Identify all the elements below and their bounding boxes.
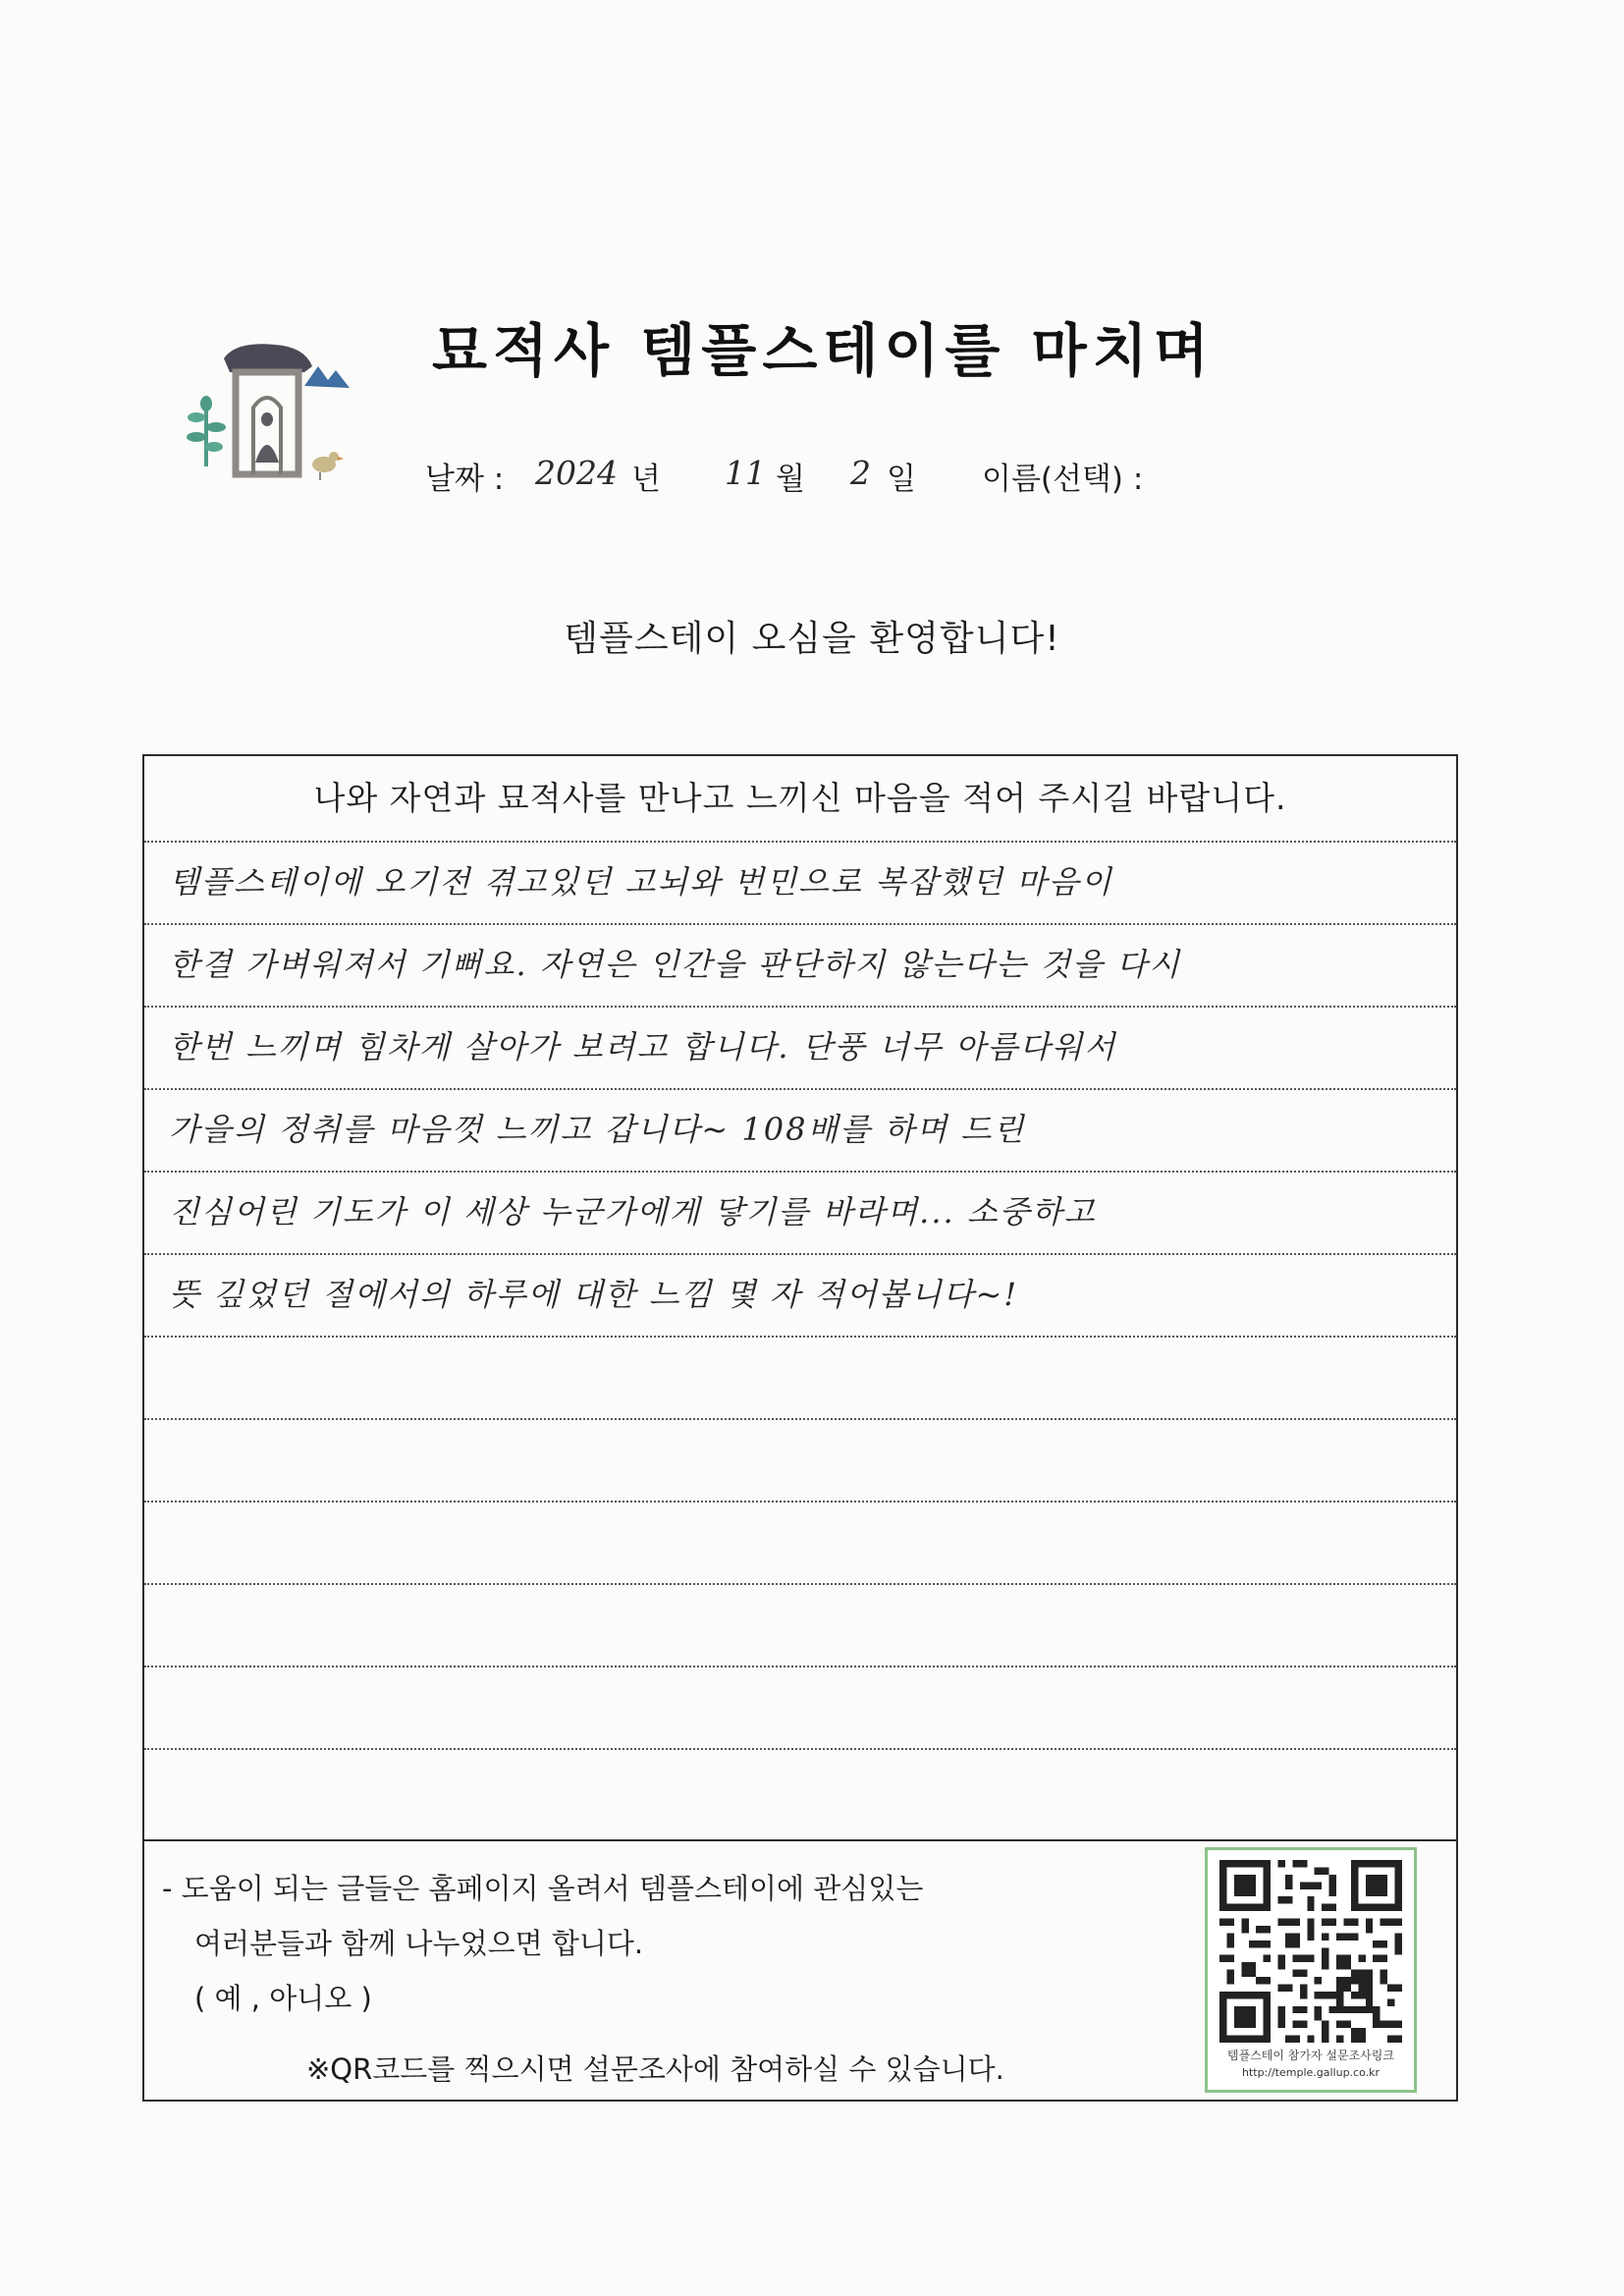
handwritten-line: 뜻 깊었던 절에서의 하루에 대한 느낌 몇 자 적어봅니다~! xyxy=(169,1276,1019,1313)
handwritten-line: 한번 느끼며 힘차게 살아가 보려고 합니다. 단풍 너무 아름다워서 xyxy=(169,1028,1117,1066)
month-value: 11 xyxy=(725,454,766,492)
footer-text xyxy=(162,1861,923,2026)
qr-caption: 템플스테이 참가자 설문조사링크 xyxy=(1227,2049,1394,2062)
handwritten-line xyxy=(144,1666,1456,1748)
consent-options[interactable]: ( 예 , 아니오 ) xyxy=(194,1982,372,2015)
handwritten-line xyxy=(144,1583,1456,1666)
month-unit: 월 xyxy=(776,462,805,497)
handwritten-line: 가을의 정취를 마음껏 느끼고 갑니다~ 108배를 하며 드린 xyxy=(169,1111,1026,1148)
name-label: 이름(선택) : xyxy=(982,462,1144,497)
handwritten-line xyxy=(144,1336,1456,1418)
info-row xyxy=(0,454,1624,503)
year-unit: 년 xyxy=(631,462,661,497)
date-label: 날짜 : xyxy=(425,462,505,497)
day-unit: 일 xyxy=(887,462,916,497)
handwritten-line xyxy=(144,1418,1456,1501)
year-value: 2024 xyxy=(535,454,618,492)
form-footer xyxy=(144,1841,1456,2104)
handwritten-line: 진심어린 기도가 이 세상 누군가에게 닿기를 바라며... 소중하고 xyxy=(169,1193,1097,1230)
welcome-message: 템플스테이 오심을 환영합니다! xyxy=(564,619,1060,659)
qr-url[interactable]: http://temple.gallup.co.kr xyxy=(1241,2066,1380,2079)
handwritten-line: 한결 가벼워져서 기뻐요. 자연은 인간을 판단하지 않는다는 것을 다시 xyxy=(169,946,1182,983)
feedback-form xyxy=(142,754,1458,2102)
day-value: 2 xyxy=(850,454,871,492)
form-prompt: 나와 자연과 묘적사를 만나고 느끼신 마음을 적어 주시길 바랍니다. xyxy=(313,779,1287,817)
footer-line: 여러분들과 함께 나누었으면 합니다. xyxy=(194,1927,644,1960)
footer-line: - 도움이 되는 글들은 홈페이지 올려서 템플스테이에 관심있는 xyxy=(162,1872,924,1905)
handwritten-line: 템플스테이에 오기전 겪고있던 고뇌와 번민으로 복잡했던 마음이 xyxy=(169,863,1113,901)
handwritten-line xyxy=(144,1748,1456,1831)
handwritten-line xyxy=(144,1501,1456,1583)
qr-code-icon xyxy=(1219,1860,1402,2043)
page-title: 묘적사 템플스테이를 마치며 xyxy=(432,317,1215,384)
qr-code[interactable] xyxy=(1205,1847,1417,2093)
survey-note: ※QR코드를 찍으시면 설문조사에 참여하실 수 있습니다. xyxy=(306,2052,1004,2086)
